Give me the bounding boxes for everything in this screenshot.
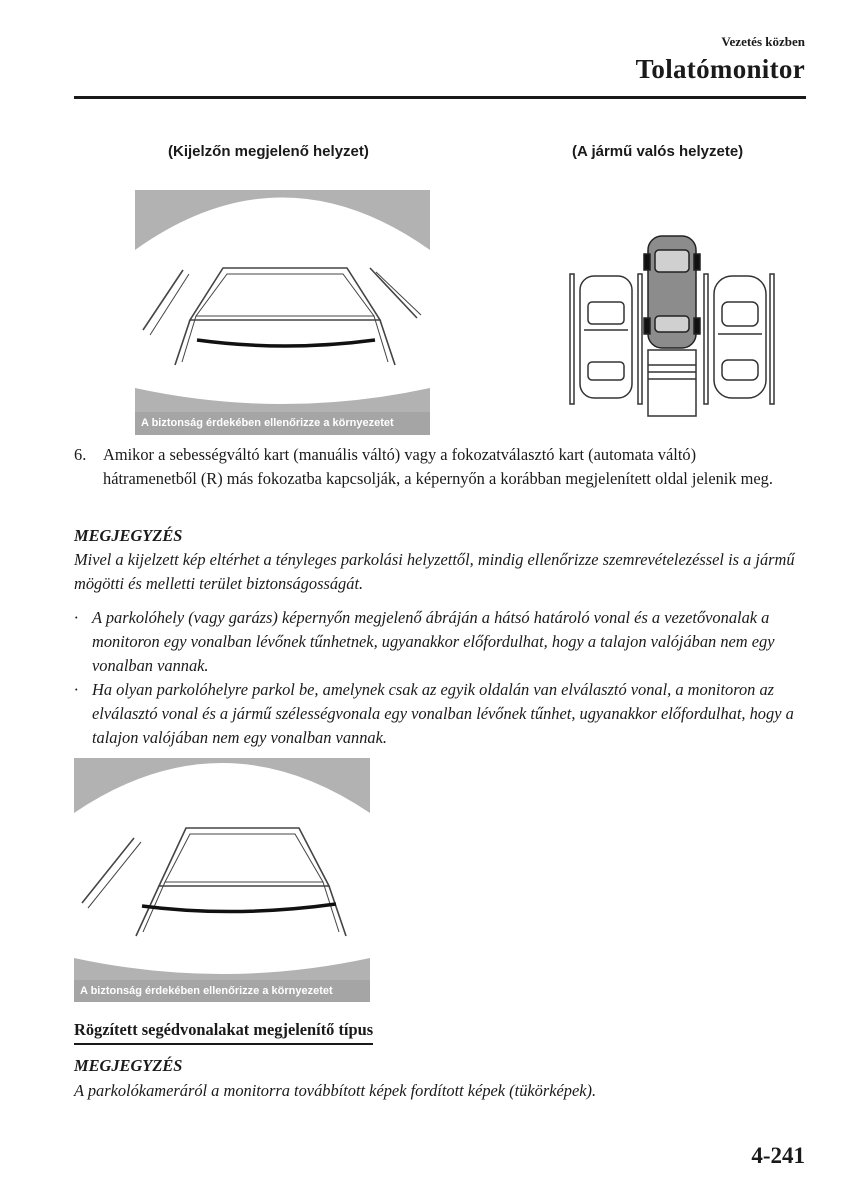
camera-screen-top <box>135 190 430 435</box>
note-text: A parkolókameráról a monitorra továbbított képek fordított képek (tükörképek). <box>74 1081 597 1100</box>
camera-view-illustration <box>74 758 370 1002</box>
section-label: Vezetés közben <box>721 34 805 49</box>
bullet-mark: · <box>74 608 79 627</box>
parking-topview-illustration <box>560 230 785 420</box>
step-number: 6. <box>74 445 87 464</box>
safety-banner: A biztonság érdekében ellenőrizze a környezetet <box>135 412 430 435</box>
camera-view-illustration <box>135 190 430 435</box>
step-text: Amikor a sebességváltó kart (manuális váltó) vagy a fokozatválasztó kart (automata váltó) hátramenetből (R) más fokozatba kapcsolják, a képernyőn a korábban megjelenített oldal jelenik meg. <box>103 445 773 488</box>
note-text: Mivel a kijelzett kép eltérhet a tényleges parkolási helyzettől, mindig ellenőrizze szemrevételezéssel is a jármű mögötti és melletti terület biztonságosságát. <box>74 550 795 593</box>
bullet-mark: · <box>74 680 79 699</box>
bullet-text: A parkolóhely (vagy garázs) képernyőn megjelenő ábráján a hátsó határoló vonal és a vezetővonalak a monitoron egy vonalban lévőnek tűnhetnek, ugyanakkor előfordulhat, hogy a talajon valójában nem egy vonalban vannak. <box>92 608 775 675</box>
note-bullet-item <box>74 678 804 750</box>
note-title: MEGJEGYZÉS <box>74 526 183 545</box>
figure-caption-actual: (A jármű valós helyzete) <box>572 143 744 160</box>
parked-car-right <box>714 276 766 398</box>
page-number: 4-241 <box>751 1143 805 1168</box>
safety-banner: A biztonság érdekében ellenőrizze a környezetet <box>74 980 370 1002</box>
camera-screen-bottom <box>74 758 370 1002</box>
header-rule <box>74 96 806 99</box>
bullet-text: Ha olyan parkolóhelyre parkol be, amelynek csak az egyik oldalán van elválasztó vonal, a monitoron az elválasztó vonal és a jármű szélességvonala egy vonalban lévőnek tűnhet, ugyanakkor előfordulhat, hogy a talajon valójában nem egy vonalban vannak. <box>92 680 794 747</box>
reversing-car <box>644 236 700 348</box>
figure-caption-display: (Kijelzőn megjelenő helyzet) <box>168 143 369 160</box>
note-title: MEGJEGYZÉS <box>74 1056 183 1075</box>
section-subheading: Rögzített segédvonalakat megjelenítő típus <box>74 1020 373 1045</box>
parked-car-left <box>580 276 632 398</box>
note-bullet-item <box>74 606 804 678</box>
page-title: Tolatómonitor <box>635 54 805 84</box>
